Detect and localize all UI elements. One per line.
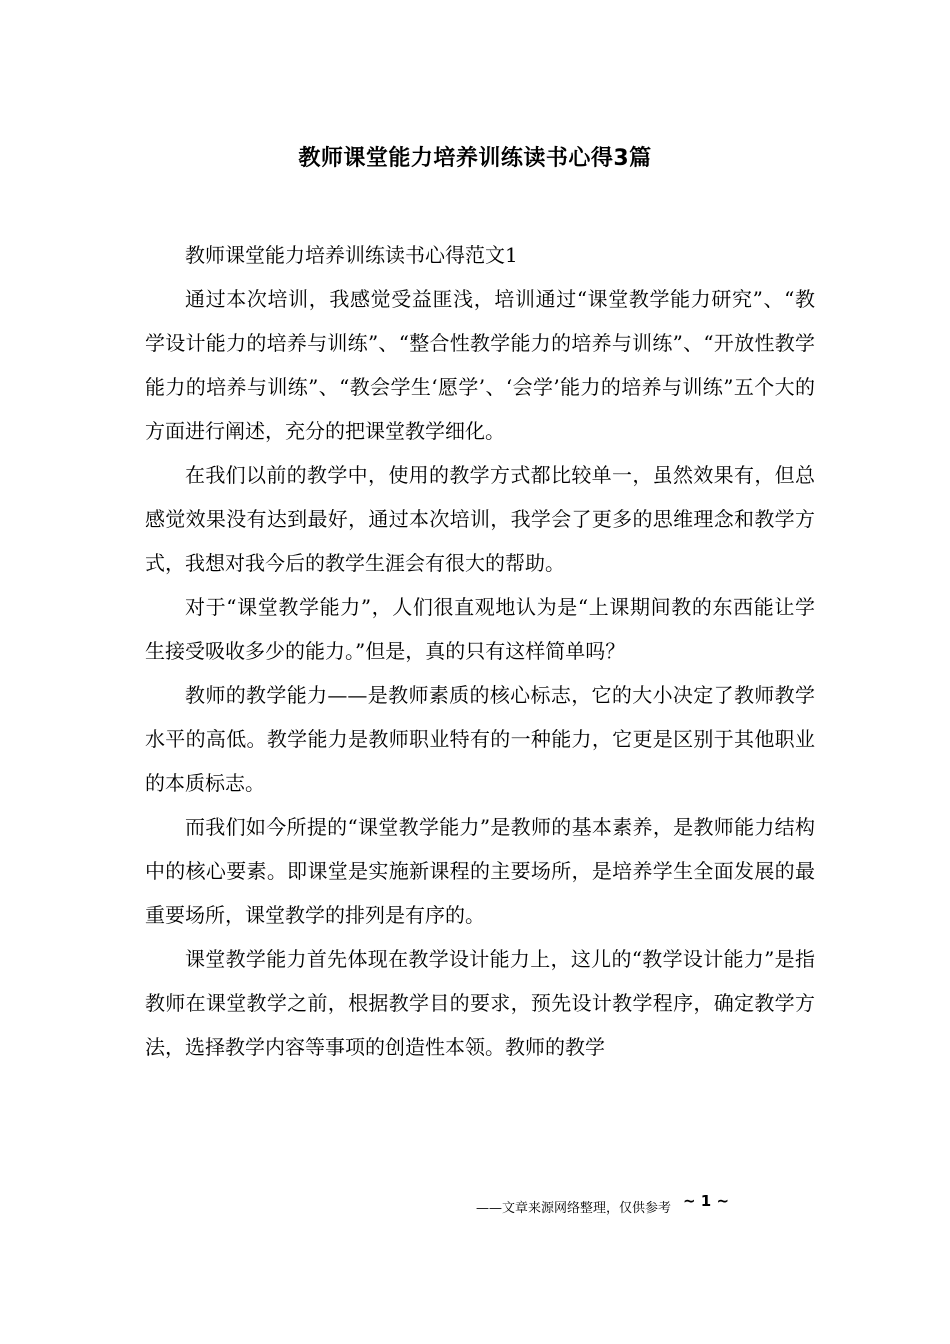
document-title: 教师课堂能力培养训练读书心得3篇 [298, 146, 652, 171]
page-number: ~ 1 ~ [683, 1192, 730, 1210]
page-footer [476, 1192, 730, 1221]
paragraph: 在我们以前的教学中，使用的教学方式都比较单一，虽然效果有，但总感觉效果没有达到最好，通过本次培训，我学会了更多的思维理念和教学方式，我想对我今后的教学生涯会有很大的帮助。 [145, 463, 815, 575]
section-heading: 教师课堂能力培养训练读书心得范文1 [185, 243, 518, 267]
document-body [145, 233, 815, 1069]
paragraph: 对于“课堂教学能力”，人们很直观地认为是“上课期间教的东西能让学生接受吸收多少的能力。”但是，真的只有这样简单吗？ [145, 595, 815, 663]
paragraph: 课堂教学能力首先体现在教学设计能力上，这儿的“教学设计能力”是指教师在课堂教学之前，根据教学目的要求，预先设计教学程序，确定教学方法，选择教学内容等事项的创造性本领。教师的教学 [145, 947, 815, 1059]
paragraph: 而我们如今所提的“课堂教学能力”是教师的基本素养，是教师能力结构中的核心要素。即课堂是实施新课程的主要场所，是培养学生全面发展的最重要场所，课堂教学的排列是有序的。 [145, 815, 815, 927]
paragraph: 教师的教学能力——是教师素质的核心标志，它的大小决定了教师教学水平的高低。教学能力是教师职业特有的一种能力，它更是区别于其他职业的本质标志。 [145, 683, 815, 795]
paragraph: 通过本次培训，我感觉受益匪浅，培训通过“课堂教学能力研究”、“教学设计能力的培养与训练”、“整合性教学能力的培养与训练”、“开放性教学能力的培养与训练”、“教会学生‘愿学’、‘会学’能力的培养与训练”五个大的方面进行阐述，充分的把课堂教学细化。 [145, 287, 815, 443]
source-note: ——文章来源网络整理，仅供参考 [476, 1201, 672, 1216]
